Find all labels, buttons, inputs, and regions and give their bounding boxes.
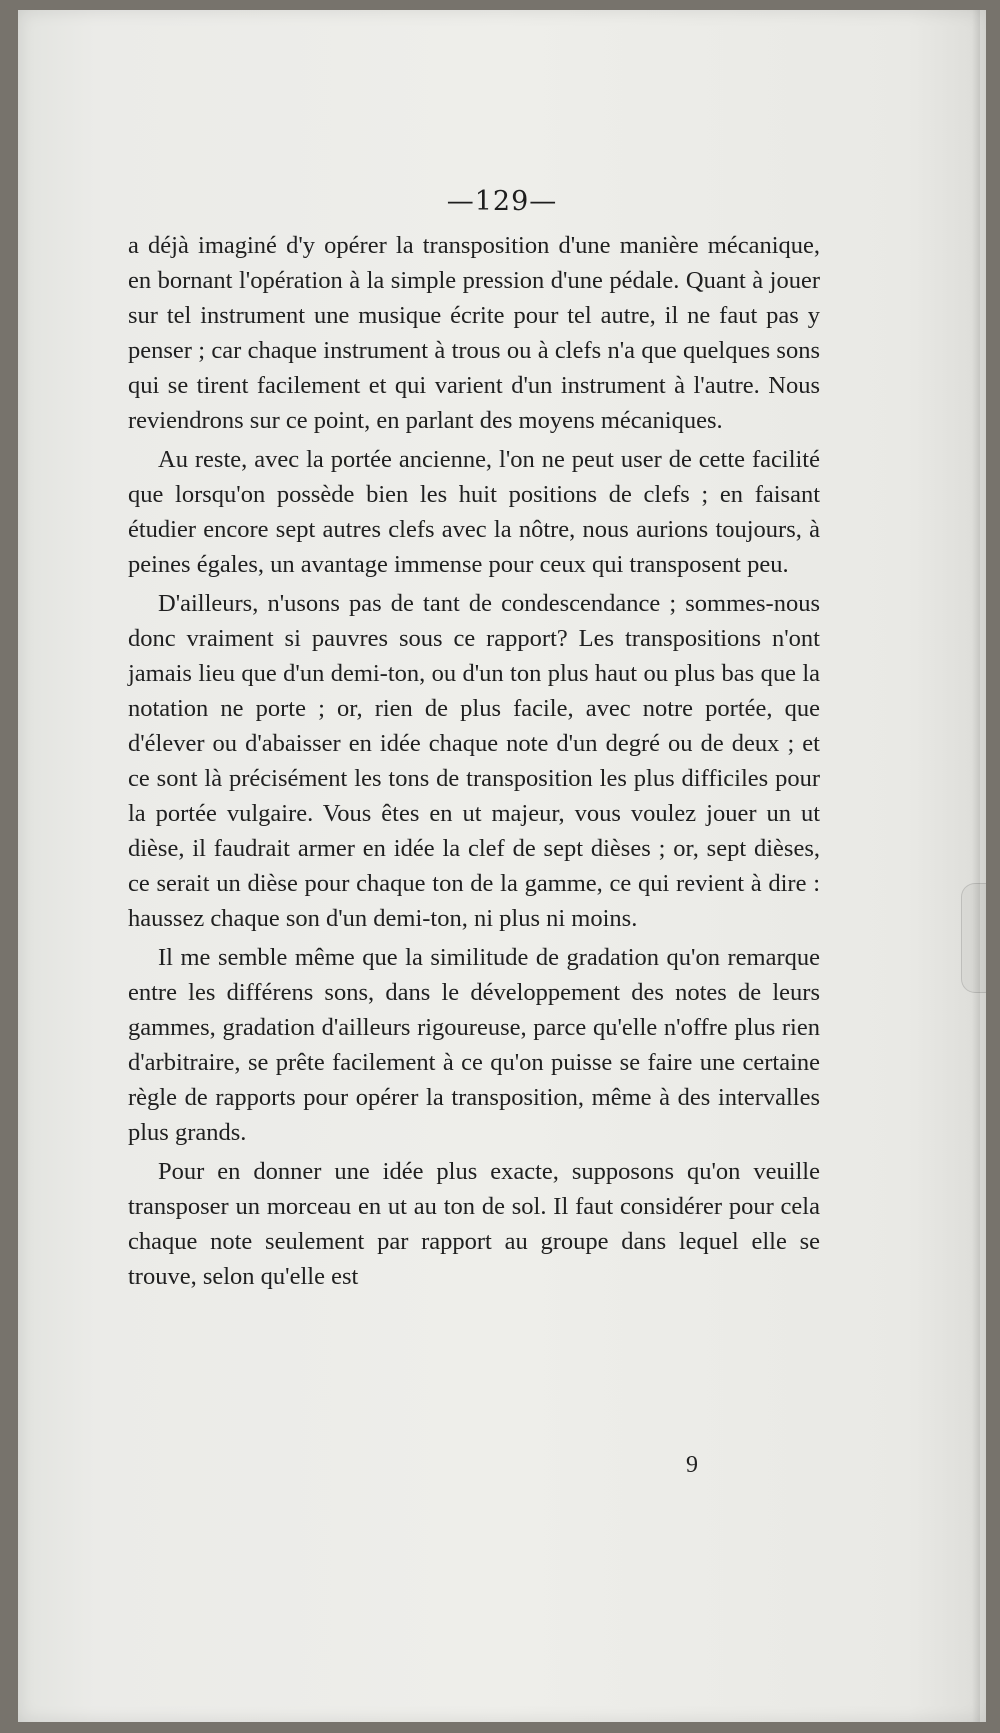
paragraph-4: Il me semble même que la similitude de gradation qu'on remarque entre les différens sons, dans le développement des notes de leurs gammes, gradation d'ailleurs rigoureuse, parce qu'elle n'offre plus rien d'arbitraire, se prête facilement à ce qu'on puisse se faire une certaine règle de rapports pour opérer la transposition, même à des intervalles plus grands. [128,944,820,1146]
paragraph-1: a déjà imaginé d'y opérer la transposition d'une manière mécanique, en bornant l'opération à la simple pression d'une pédale. Quant à jouer sur tel instrument une musique écrite pour tel autre, il ne faut pas y penser ; car chaque instrument à trous ou à clefs n'a que quelques sons qui se tirent facilement et qui varient d'un instrument à l'autre. Nous reviendrons sur ce point, en parlant des moyens mécaniques. [128,232,820,434]
page-edge-shadow [972,10,980,1722]
body-text [128,228,820,1298]
paragraph-3: D'ailleurs, n'usons pas de tant de condescendance ; sommes-nous donc vraiment si pauvres sous ce rapport? Les transpositions n'ont jamais lieu que d'un demi-ton, ou d'un ton plus haut ou plus bas que la notation ne porte ; or, rien de plus facile, avec notre portée, que d'élever ou d'abaisser en idée chaque note d'un degré ou de deux ; et ce sont là précisément les tons de transposition les plus difficiles pour la portée vulgaire. Vous êtes en ut majeur, vous voulez jouer un ut dièse, il faudrait armer en idée la clef de sept dièses ; or, sept dièses, ce serait un dièse pour chaque ton de la gamme, ce qui revient à dire : haussez chaque son d'un demi-ton, ni plus ni moins. [128,590,820,932]
page-tab-mark [961,883,986,993]
signature-mark: 9 [686,1452,698,1478]
page-number-header: —129— [446,186,558,217]
paragraph-2: Au reste, avec la portée ancienne, l'on ne peut user de cette facilité que lorsqu'on possède bien les huit positions de clefs ; en faisant étudier encore sept autres clefs avec la nôtre, nous aurions toujours, à peines égales, un avantage immense pour ceux qui transposent peu. [128,446,820,578]
book-page [18,10,986,1722]
paragraph-5: Pour en donner une idée plus exacte, supposons qu'on veuille transposer un morceau en ut au ton de sol. Il faut considérer pour cela chaque note seulement par rapport au groupe dans lequel elle se trouve, selon qu'elle est [128,1158,820,1290]
